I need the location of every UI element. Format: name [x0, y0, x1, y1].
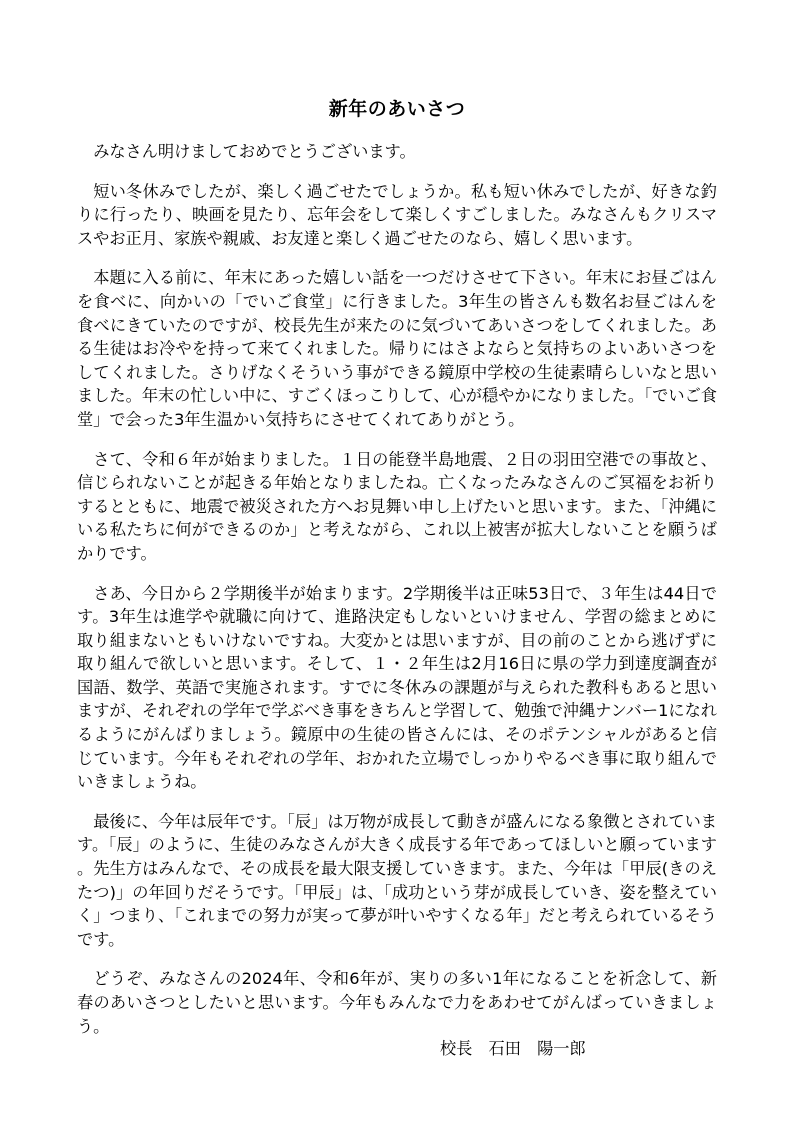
paragraph-closing: どうぞ、みなさんの2024年、令和6年が、実りの多い1年になることを祈念して、新春のあいさつとしたいと思います。今年もみんなで力をあわせてがんばっていきましょう。 [77, 969, 717, 1036]
paragraph-deigo-shokudo: 本題に入る前に、年末にあった嬉しい話を一つだけさせて下さい。年末にお昼ごはんを食べに、向かいの「でいご食堂」に行きました。3年生の皆さんも数名お昼ごはんを食べにきていたのですが、校長先生が来たのに気づいてあいさつをしてくれました。ある生徒はお冷やを持って来てくれました。帰りにはさよならと気持ちのよいあいさつをしてくれました。さりげなくそういう事ができる鏡原中学校の生徒素晴らしいなと思いました。年末の忙しい中に、すごくほっこりして、心が穏やかになりました。「でいご食堂」で会った3年生温かい気持ちにさせてくれてありがとう。 [77, 268, 717, 429]
document-title: 新年のあいさつ [328, 98, 466, 120]
paragraph-second-term: さあ、今日から２学期後半が始まります。2学期後半は正味53日で、３年生は44日です。3年生は進学や就職に向けて、進路決定もしないといけません、学習の総まとめに取り組まないともいけないですね。大変かとは思いますが、目の前のことから逃げずに取り組んで欲しいと思います。そして、１・２年生は2月16日に県の学力到達度調査が国語、数学、英語で実施されます。すでに冬休みの課題が与えられた教科もあると思いますが、それぞれの学年で学ぶべき事をきちんと学習して、勉強で沖縄ナンバー1になれるようにがんばりましょう。鏡原中の生徒の皆さんには、そのポテンシャルがあると信じています。今年もそれぞれの学年、おかれた立場でしっかりやるべき事に取り組んでいきましょうね。 [77, 583, 717, 792]
paragraph-new-year-events: さて、令和６年が始まりました。１日の能登半島地震、２日の羽田空港での事故と、信じられないことが起きる年始となりましたね。亡くなったみなさんのご冥福をお祈りするとともに、地震で被災された方へお見舞い申し上げたいと思います。また、「沖縄にいる私たちに何ができるのか」と考えながら、これ以上被害が拡大しないことを願うばかりです。 [77, 449, 717, 563]
paragraph-year-of-dragon: 最後に、今年は辰年です。「辰」は万物が成長して動きが盛んになる象徴とされています。「辰」のように、生徒のみなさんが大きく成長する年であってほしいと願っています。先生方はみんなで、その成長を最大限支援していきます。また、今年は「甲辰(きのえたつ)」の年回りだそうです。「甲辰」は、「成功という芽が成長していき、姿を整えていく」つまり、「これまでの努力が実って夢が叶いやすくなる年」だと考えられているそうです。 [77, 811, 717, 949]
paragraph-winter-break: 短い冬休みでしたが、楽しく過ごせたでしょうか。私も短い休みでしたが、好きな釣りに行ったり、映画を見たり、忘年会をして楽しくすごしました。みなさんもクリスマスやお正月、家族や親戚、お友達と楽しく過ごせたのなら、嬉しく思います。 [77, 181, 717, 248]
paragraph-greeting: みなさん明けましておめでとうございます。 [93, 142, 416, 161]
document-body [77, 140, 717, 1038]
signature: 校長 石田 陽一郎 [440, 1039, 586, 1058]
